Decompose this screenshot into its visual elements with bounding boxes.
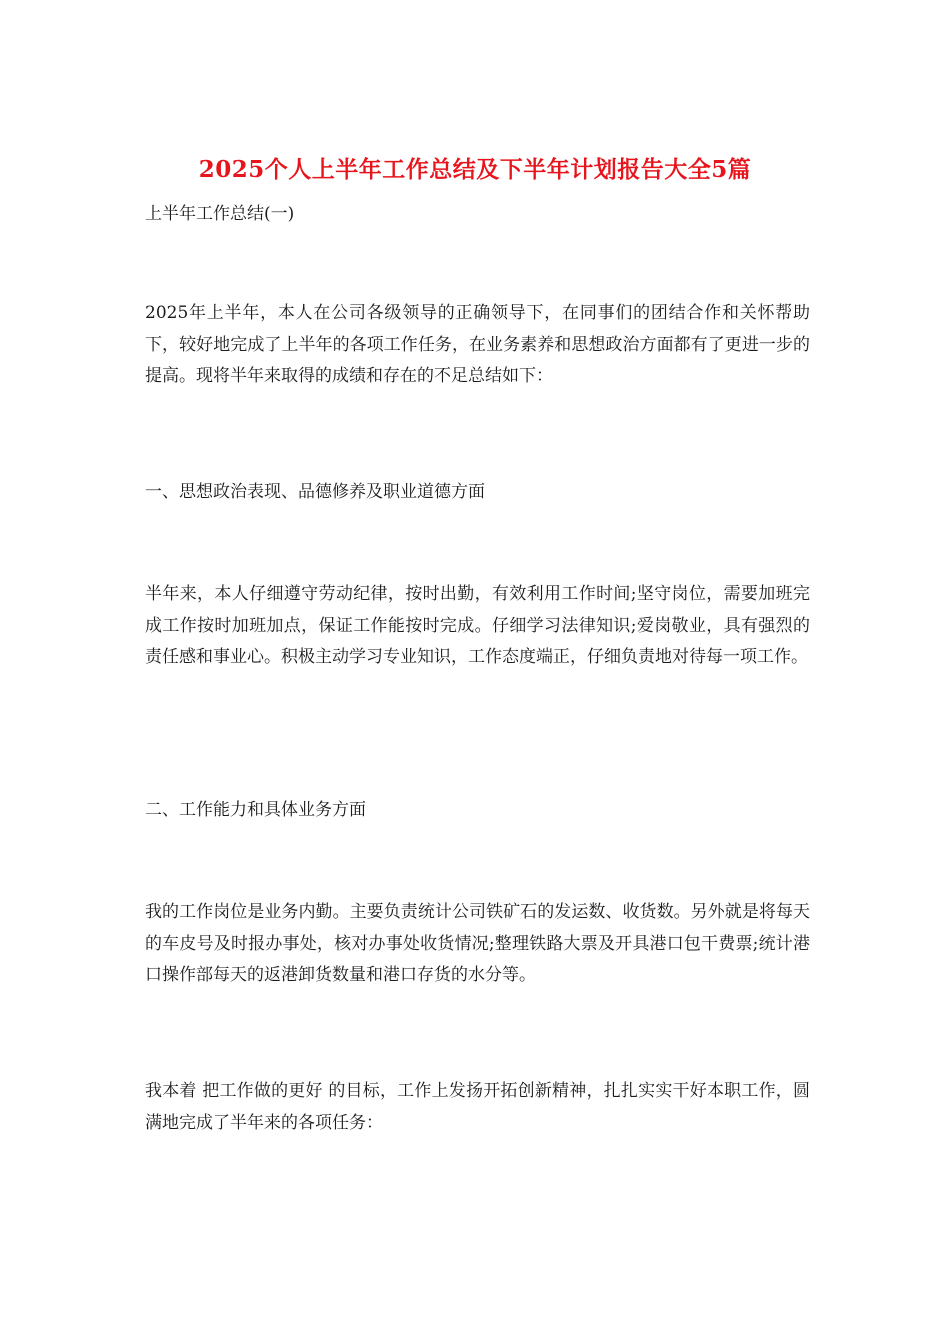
document-title: 2025个人上半年工作总结及下半年计划报告大全5篇 [198,156,752,183]
paragraph-section-two: 我的工作岗位是业务内勤。主要负责统计公司铁矿石的发运数、收货数。另外就是将每天的车皮号及时报办事处，核对办事处收货情况;整理铁路大票及开具港口包干费票;统计港口操作部每天的返港卸货数量和港口存货的水分等。 [145,902,810,985]
section-subtitle: 上半年工作总结(一) [145,204,295,224]
paragraph-goal: 我本着 把工作做的更好 的目标，工作上发扬开拓创新精神，扎扎实实干好本职工作，圆满地完成了半年来的各项任务： [145,1081,810,1133]
paragraph-section-one: 半年来，本人仔细遵守劳动纪律，按时出勤，有效利用工作时间;坚守岗位，需要加班完成工作按时加班加点，保证工作能按时完成。仔细学习法律知识;爱岗敬业，具有强烈的责任感和事业心。积极主动学习专业知识，工作态度端正，仔细负责地对待每一项工作。 [145,584,810,667]
heading-section-two: 二、工作能力和具体业务方面 [145,800,366,820]
heading-section-one: 一、思想政治表现、品德修养及职业道德方面 [145,482,485,502]
paragraph-intro: 2025年上半年，本人在公司各级领导的正确领导下，在同事们的团结合作和关怀帮助下，较好地完成了上半年的各项工作任务，在业务素养和思想政治方面都有了更进一步的提高。现将半年来取得的成绩和存在的不足总结如下： [145,303,810,386]
